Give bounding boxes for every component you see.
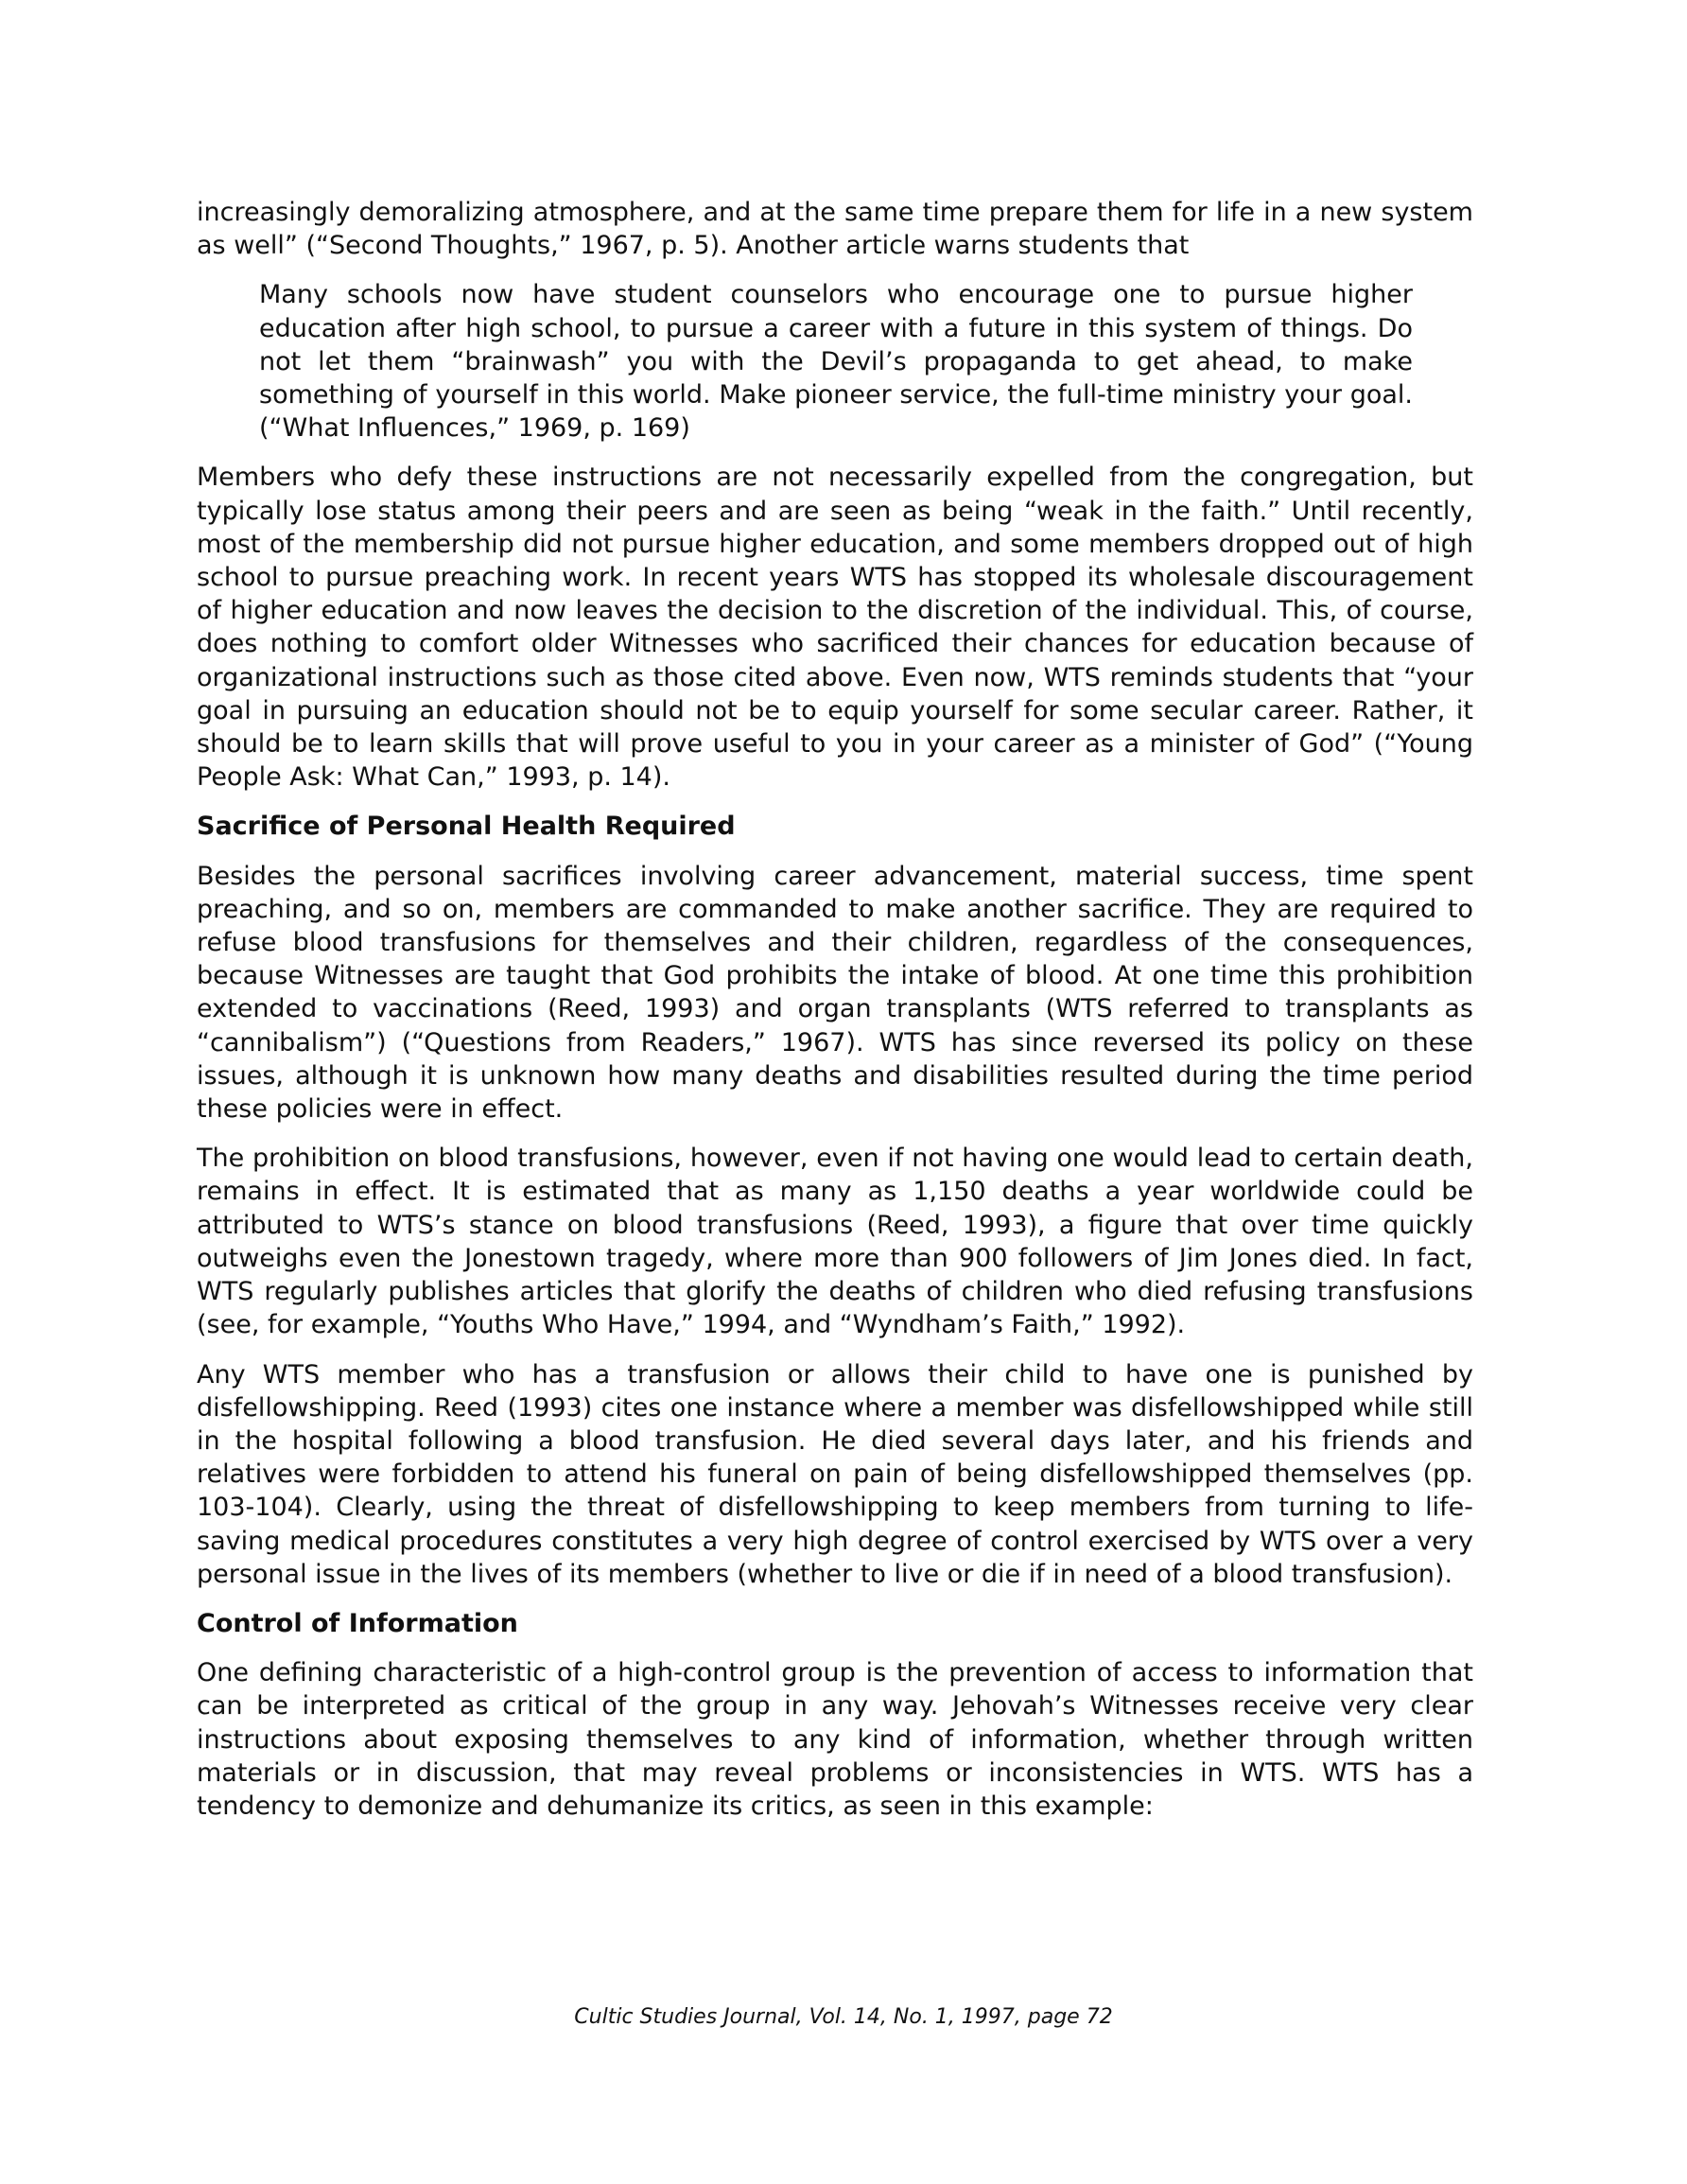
page-body — [197, 196, 1473, 1839]
paragraph-intro: increasingly demoralizing atmosphere, and at the same time prepare them for life in a new system as well” (“Second Thoughts,” 1967, p. 5). Another article warns students that — [197, 198, 1473, 261]
paragraph-education: Members who defy these instructions are not necessarily expelled from the congregation, but typically lose status among their peers and are seen as being “weak in the faith.” Until recently, most of the membership did not pursue higher education, and some members dropped out of high school to pursue preaching work. In recent years WTS has stopped its wholesale discouragement of higher education and now leaves the decision to the discretion of the individual. This, of course, does nothing to comfort older Witnesses who sacrificed their chances for education because of organizational instructions such as those cited above. Even now, WTS reminds students that “your goal in pursuing an education should not be to equip yourself for some secular career. Rather, it should be to learn skills that will prove useful to you in your career as a minister of God” (“Young People Ask: What Can,” 1993, p. 14). — [197, 463, 1473, 793]
paragraph-prohibition: The prohibition on blood transfusions, however, even if not having one would lead to certain death, remains in effect. It is estimated that as many as 1,150 deaths a year worldwide could be attributed to WTS’s stance on blood transfusions (Reed, 1993), a figure that over time quickly outweighs even the Jonestown tragedy, where more than 900 followers of Jim Jones died. In fact, WTS regularly publishes articles that glorify the deaths of children who died refusing transfusions (see, for example, “Youths Who Have,” 1994, and “Wyndham’s Faith,” 1992). — [197, 1144, 1473, 1340]
paragraph-disfellowshipping: Any WTS member who has a transfusion or allows their child to have one is punished by disfellowshipping. Reed (1993) cites one instance where a member was disfellowshipped while still in the hospital following a blood transfusion. He died several days later, and his friends and relatives were forbidden to attend his funeral on pain of being disfellowshipped themselves (pp. 103-104). Clearly, using the threat of disfellowshipping to keep members from turning to life-saving medical procedures constitutes a very high degree of control exercised by WTS over a very personal issue in the lives of its members (whether to live or die if in need of a blood transfusion). — [197, 1359, 1473, 1589]
section-heading-health: Sacrifice of Personal Health Required — [197, 812, 736, 842]
page-footer: Cultic Studies Journal, Vol. 14, No. 1, 1997, page 72 — [574, 2005, 1113, 2029]
section-heading-information: Control of Information — [197, 1608, 518, 1638]
block-quote: Many schools now have student counselors who encourage one to pursue higher education after high school, to pursue a career with a future in this system of things. Do not let them “brainwash” you with the Devil’s propaganda to get ahead, to make something of yourself in this world. Make pioneer service, the full-time ministry your goal. (“What Influences,” 1969, p. 169) — [259, 280, 1413, 444]
paragraph-sacrifice: Besides the personal sacrifices involving career advancement, material success, time spent preaching, and so on, members are commanded to make another sacrifice. They are required to refuse blood transfusions for themselves and their children, regardless of the consequences, because Witnesses are taught that God prohibits the intake of blood. At one time this prohibition extended to vaccinations (Reed, 1993) and organ transplants (WTS referred to transplants as “cannibalism”) (“Questions from Readers,” 1967). WTS has since reversed its policy on these issues, although it is unknown how many deaths and disabilities resulted during the time period these policies were in effect. — [197, 861, 1473, 1125]
paragraph-control: One defining characteristic of a high-control group is the prevention of access to information that can be interpreted as critical of the group in any way. Jehovah’s Witnesses receive very clear instructions about exposing themselves to any kind of information, whether through written materials or in discussion, that may reveal problems or inconsistencies in WTS. WTS has a tendency to demonize and dehumanize its critics, as seen in this example: — [197, 1658, 1473, 1821]
